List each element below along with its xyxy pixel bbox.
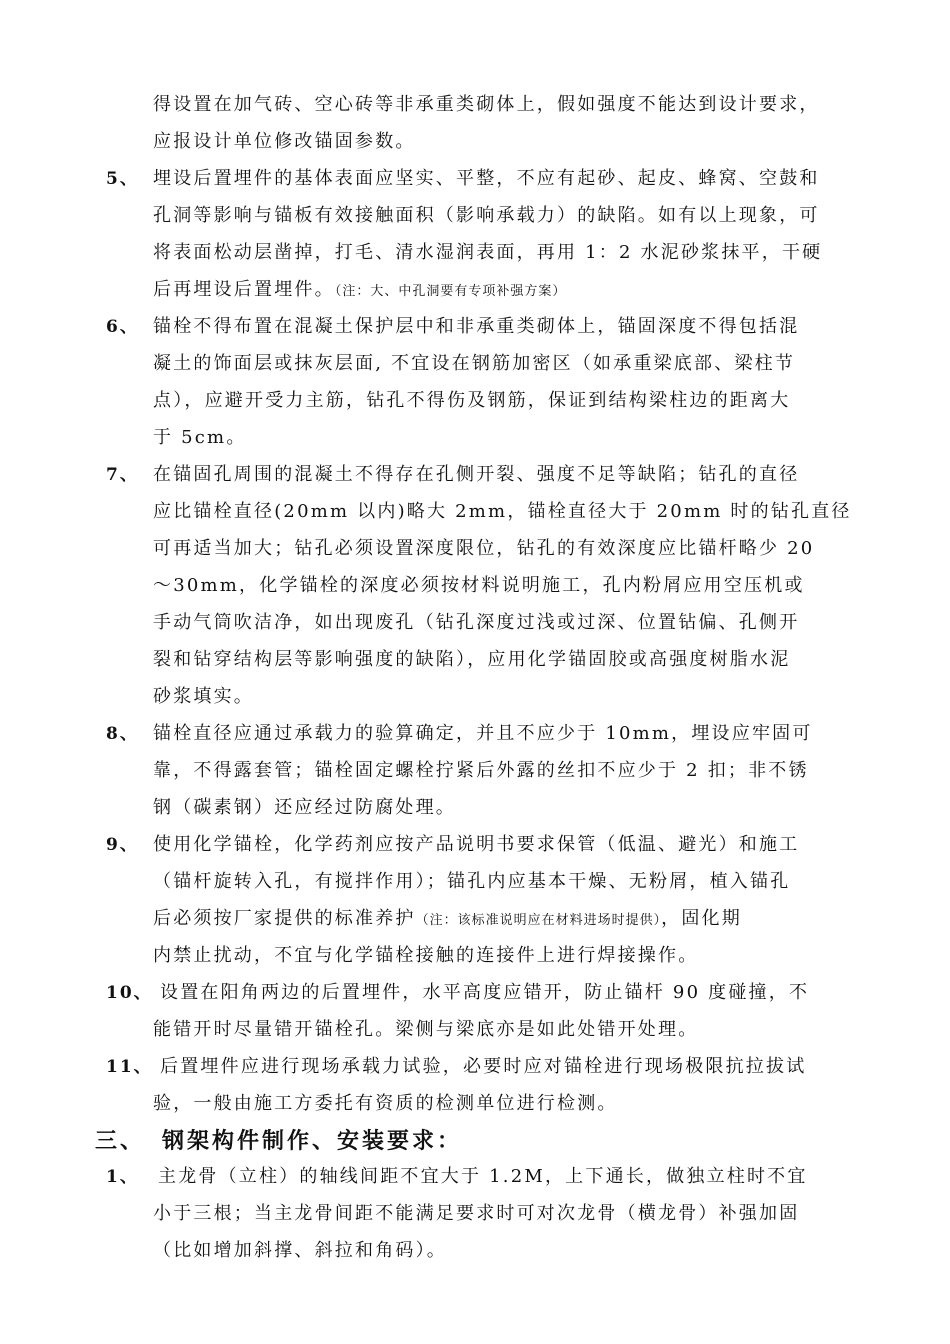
text-line: 点），应避开受力主筋，钻孔不得伤及钢筋，保证到结构梁柱边的距离大 [153, 390, 791, 411]
text-line: 后置埋件应进行现场承载力试验，必要时应对锚栓进行现场极限抗拉拔试 [160, 1056, 807, 1077]
text-line: 得设置在加气砖、空心砖等非承重类砌体上，假如强度不能达到设计要求， [153, 94, 820, 115]
text-line [153, 277, 566, 305]
text-line: 设置在阳角两边的后置埋件，水平高度应错开，防止锚杆 90 度碰撞，不 [160, 982, 810, 1003]
text-line: 应比锚栓直径(20mm 以内)略大 2mm，锚栓直径大于 20mm 时的钻孔直径 [153, 501, 852, 522]
item-number: 1、 [106, 1167, 139, 1187]
text-line: 在锚固孔周围的混凝土不得存在孔侧开裂、强度不足等缺陷；钻孔的直径 [153, 464, 800, 485]
text-line: （锚杆旋转入孔，有搅拌作用）；锚孔内应基本干燥、无粉屑，植入锚孔 [153, 871, 791, 892]
text-segment: 后再埋设后置埋件。 [153, 279, 335, 300]
text-line: 埋设后置埋件的基体表面应坚实、平整，不应有起砂、起皮、蜂窝、空鼓和 [153, 168, 820, 189]
text-line: 于 5cm。 [153, 427, 247, 448]
item-number: 5、 [106, 169, 139, 189]
text-line: 砂浆填实。 [153, 686, 254, 707]
text-line: 裂和钻穿结构层等影响强度的缺陷），应用化学锚固胶或高强度树脂水泥 [153, 649, 791, 670]
item-number: 7、 [106, 465, 139, 485]
text-line: 凝土的饰面层或抹灰层面, 不宜设在钢筋加密区（如承重梁底部、梁柱节 [153, 353, 796, 374]
text-line: 应报设计单位修改锚固参数。 [153, 131, 416, 152]
text-line: 内禁止扰动，不宜与化学锚栓接触的连接件上进行焊接操作。 [153, 945, 699, 966]
section-number: 三、 [95, 1128, 146, 1154]
text-line: 钢（碳素钢）还应经过防腐处理。 [153, 797, 456, 818]
text-line: 使用化学锚栓，化学药剂应按产品说明书要求保管（低温、避光）和施工 [153, 834, 800, 855]
text-line: 验，一般由施工方委托有资质的检测单位进行检测。 [153, 1093, 618, 1114]
item-number: 10、 [106, 983, 153, 1003]
text-line: 小于三根；当主龙骨间距不能满足要求时可对次龙骨（横龙骨）补强加固 [153, 1203, 800, 1224]
text-line: 锚栓不得布置在混凝土保护层中和非承重类砌体上，锚固深度不得包括混 [153, 316, 800, 337]
section-title: 钢架构件制作、安装要求： [162, 1128, 463, 1154]
text-line: 手动气筒吹洁净，如出现废孔（钻孔深度过浅或过深、位置钻偏、孔侧开 [153, 612, 800, 633]
text-segment: 后必须按厂家提供的标准养护 [153, 908, 416, 929]
item-number: 11、 [106, 1057, 153, 1077]
text-line: 能错开时尽量错开锚栓孔。梁侧与梁底亦是如此处错开处理。 [153, 1019, 699, 1040]
item-number: 9、 [106, 835, 139, 855]
text-line: （比如增加斜撑、斜拉和角码）。 [153, 1240, 447, 1261]
text-line: ～30mm，化学锚栓的深度必须按材料说明施工，孔内粉屑应用空压机或 [153, 575, 805, 596]
text-line: 锚栓直径应通过承载力的验算确定，并且不应少于 10mm，埋设应牢固可 [153, 723, 813, 744]
text-line: 主龙骨（立柱）的轴线间距不宜大于 1.2M，上下通长，做独立柱时不宜 [158, 1166, 808, 1187]
text-line: 将表面松动层凿掉，打毛、清水湿润表面，再用 1：2 水泥砂浆抹平，干硬 [153, 242, 823, 263]
note-text: （注：该标准说明应在材料进场时提供） [415, 913, 662, 928]
item-number: 6、 [106, 317, 139, 337]
text-line: 可再适当加大；钻孔必须设置深度限位，钻孔的有效深度应比锚杆略少 20 [153, 538, 815, 559]
text-line: 孔洞等影响与锚板有效接触面积（影响承载力）的缺陷。如有以上现象，可 [153, 205, 820, 226]
text-segment: ，固化期 [661, 908, 742, 929]
text-line: 靠，不得露套管；锚栓固定螺栓拧紧后外露的丝扣不应少于 2 扣；非不锈 [153, 760, 809, 781]
note-text: （注：大、中孔洞要有专项补强方案） [334, 284, 567, 299]
text-line [153, 906, 742, 934]
item-number: 8、 [106, 724, 139, 744]
